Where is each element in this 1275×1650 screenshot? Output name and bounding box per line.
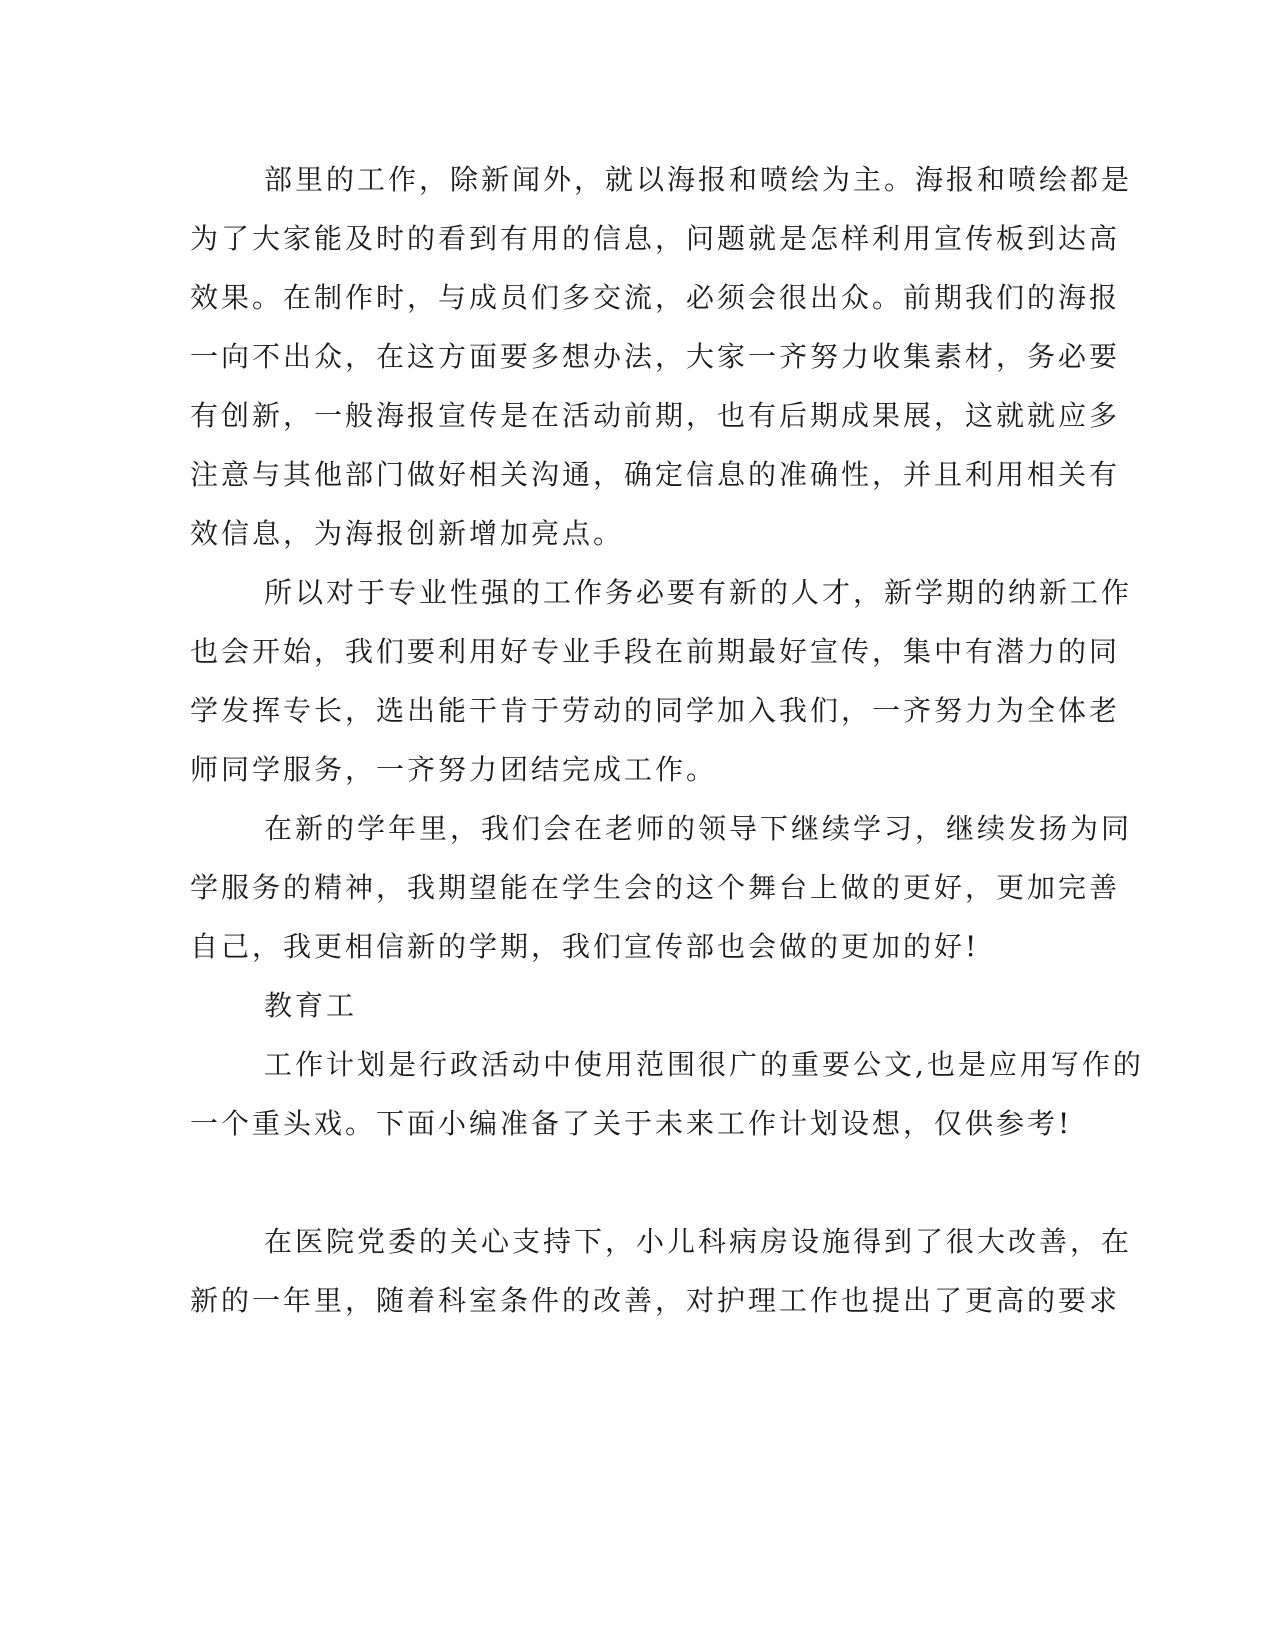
paragraph-6-line-2: 新的一年里，随着科室条件的改善，对护理工作也提出了更高的要求	[190, 1284, 1121, 1317]
paragraph-1-line-5: 有创新，一般海报宣传是在活动前期，也有后期成果展，这就就应多	[190, 399, 1121, 432]
paragraph-1-line-1: 部里的工作，除新闻外，就以海报和喷绘为主。海报和喷绘都是	[264, 163, 1133, 196]
paragraph-5-line-1: 工作计划是行政活动中使用范围很广的重要公文,也是应用写作的	[264, 1048, 1144, 1081]
paragraph-5-line-2: 一个重头戏。下面小编准备了关于未来工作计划设想，仅供参考!	[190, 1107, 1073, 1140]
paragraph-3-line-1: 在新的学年里，我们会在老师的领导下继续学习，继续发扬为同	[264, 812, 1133, 845]
paragraph-1-line-7: 效信息，为海报创新增加亮点。	[190, 517, 625, 550]
paragraph-3-line-2: 学服务的精神，我期望能在学生会的这个舞台上做的更好，更加完善	[190, 871, 1121, 904]
paragraph-2-line-2: 也会开始，我们要利用好专业手段在前期最好宣传，集中有潜力的同	[190, 635, 1121, 668]
paragraph-1-line-6: 注意与其他部门做好相关沟通，确定信息的准确性，并且利用相关有	[190, 458, 1121, 491]
paragraph-4-line-1: 教育工	[264, 989, 358, 1022]
paragraph-2-line-3: 学发挥专长，选出能干肯于劳动的同学加入我们，一齐努力为全体老	[190, 694, 1121, 727]
paragraph-1-line-4: 一向不出众，在这方面要多想办法，大家一齐努力收集素材，务必要	[190, 340, 1121, 373]
paragraph-1-line-3: 效果。在制作时，与成员们多交流，必须会很出众。前期我们的海报	[190, 281, 1121, 314]
paragraph-2-line-4: 师同学服务，一齐努力团结完成工作。	[190, 753, 718, 786]
paragraph-3-line-3: 自己，我更相信新的学期，我们宣传部也会做的更加的好!	[190, 930, 980, 963]
paragraph-6-line-1: 在医院党委的关心支持下，小儿科病房设施得到了很大改善，在	[264, 1225, 1133, 1258]
paragraph-1-line-2: 为了大家能及时的看到有用的信息，问题就是怎样利用宣传板到达高	[190, 222, 1121, 255]
paragraph-2-line-1: 所以对于专业性强的工作务必要有新的人才，新学期的纳新工作	[264, 576, 1133, 609]
